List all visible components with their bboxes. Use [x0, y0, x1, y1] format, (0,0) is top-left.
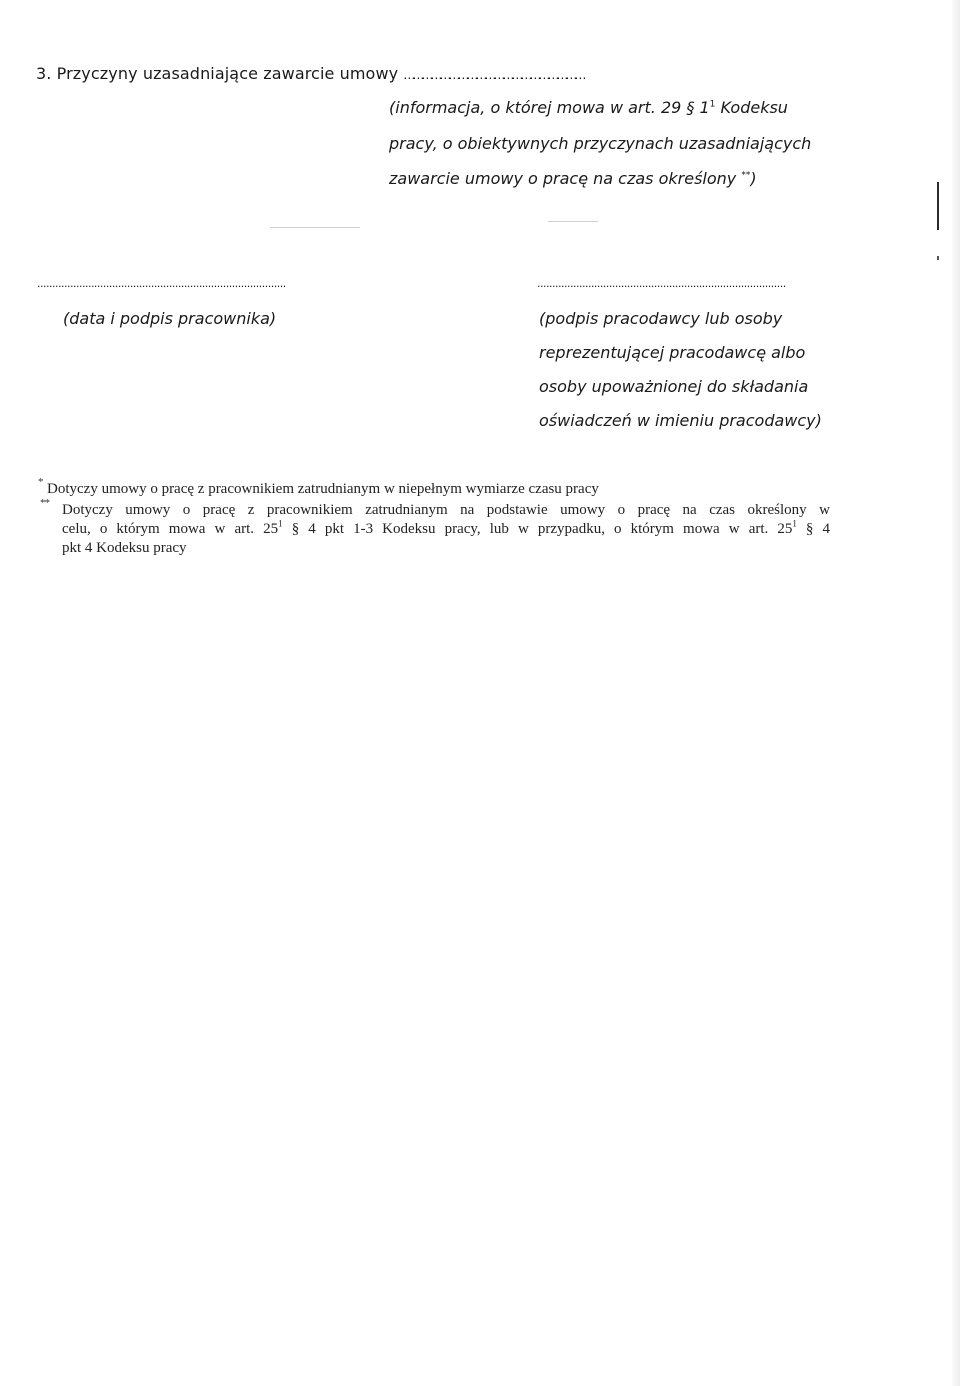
employer-signature-caption-1: (podpis pracodawcy lub osoby — [539, 309, 783, 328]
info-footnote-mark: ** — [741, 170, 751, 181]
info-line-1 — [389, 98, 788, 117]
info-superscript: 1 — [709, 99, 716, 110]
footnote-2-line-2-c: § 4 — [796, 521, 831, 537]
info-line-1-text: (informacja, o której mowa w art. 29 § 1 — [389, 98, 710, 117]
scan-artifact-dot — [937, 256, 939, 260]
section-heading — [36, 64, 583, 83]
scan-smudge — [270, 227, 360, 228]
footnote-2-line-3: pkt 4 Kodeksu pracy — [62, 540, 187, 556]
footnote-mark-1: * — [38, 476, 44, 488]
footnote-2-line-2-a: celu, o którym mowa w art. 25 — [62, 521, 279, 537]
info-line-3 — [389, 169, 757, 188]
employee-signature-line: ................................................................................... — [37, 277, 286, 290]
scan-artifact-line — [937, 182, 939, 230]
scan-smudge — [548, 221, 598, 222]
employee-signature-caption: (data i podpis pracownika) — [63, 309, 277, 328]
footnote-2-line-1: Dotyczy umowy o pracę z pracownikiem zatrudnianym na podstawie umowy o pracę na czas określony w — [62, 502, 830, 518]
footnote-superscript: 1 — [792, 518, 797, 529]
footnote-1: Dotyczy umowy o pracę z pracownikiem zatrudnianym w niepełnym wymiarze czasu pracy — [47, 481, 599, 497]
info-line-3-text: zawarcie umowy o pracę na czas określony — [389, 169, 742, 188]
employer-signature-line: ................................................................................... — [537, 277, 786, 290]
footnote-2-line-2 — [62, 518, 831, 538]
info-line-3-tail: ) — [750, 169, 757, 188]
info-line-2: pracy, o obiektywnych przyczynach uzasadniających — [389, 134, 812, 153]
section-heading-text: 3. Przyczyny uzasadniające zawarcie umowy — [36, 64, 399, 83]
employer-signature-caption-4: oświadczeń w imieniu pracodawcy) — [539, 411, 822, 430]
scan-edge-shadow — [952, 0, 960, 1386]
info-line-1-tail: Kodeksu — [715, 98, 788, 117]
footnote-mark-2: ** — [40, 497, 49, 509]
employer-signature-caption-2: reprezentującej pracodawcę albo — [539, 343, 806, 362]
footnote-2-line-2-b: § 4 pkt 1-3 Kodeksu pracy, lub w przypadku, o którym mowa w art. 25 — [282, 521, 793, 537]
footnote-superscript: 1 — [278, 518, 283, 529]
section-heading-dots: …………………………………………………… — [403, 68, 584, 82]
employer-signature-caption-3: osoby upoważnionej do składania — [539, 377, 809, 396]
